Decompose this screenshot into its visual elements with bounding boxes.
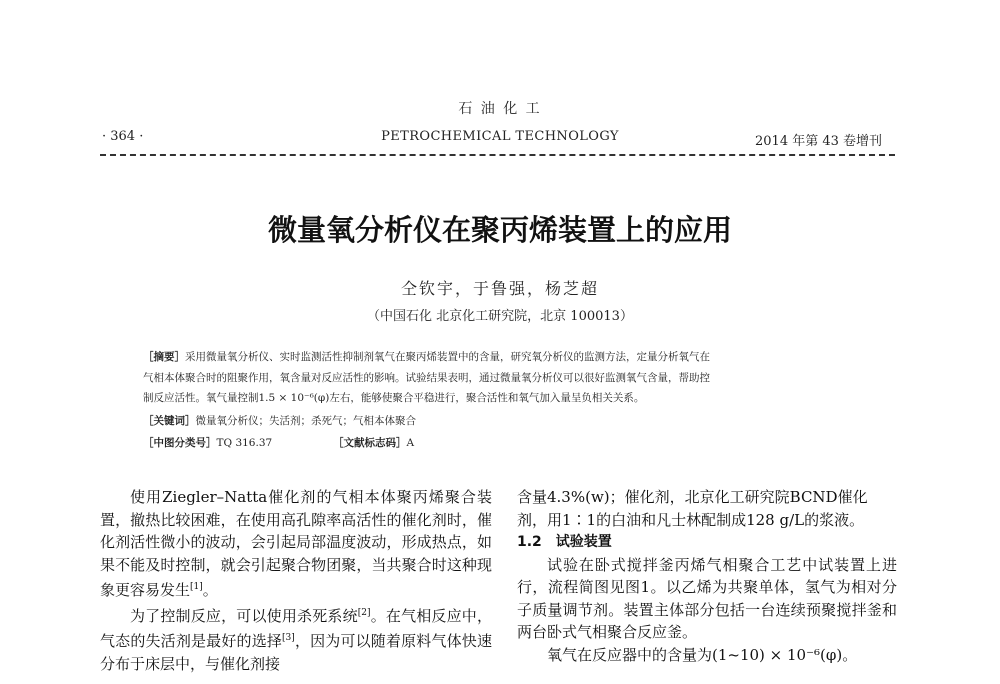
section-heading: 1.2 试验装置 (517, 534, 612, 550)
issue-info: 2014 年第 43 卷增刊 (755, 134, 883, 149)
keywords-text: 微量氧分析仪；失活剂；杀死气；气相本体聚合 (195, 415, 416, 427)
abstract-line: 气相本体聚合时的阻聚作用，氧含量对反应活性的影响。试验结果表明，通过微量氧分析仪可以很好监测氧气含量，帮助控 (143, 372, 710, 384)
clc-label: ［中图分类号］ (143, 437, 217, 449)
header-divider (100, 154, 895, 156)
body-right-column (517, 486, 897, 666)
body-paragraph: 试验在卧式搅拌釜丙烯气相聚合工艺中试装置上进行，流程简图见图1。以乙烯为共聚单体，氢气为相对分子质量调节剂。装置主体部分包括一台连续预聚搅拌釜和两台卧式气相聚合反应釜。 (517, 555, 897, 641)
document-code (333, 436, 414, 450)
citation-ref: [2] (357, 607, 371, 618)
abstract-line (143, 350, 710, 364)
paragraph-text: 为了控制反应，可以使用杀死系统 (130, 606, 358, 625)
body-line: 剂，用1∶1的白油和凡士林配制成128 g/L的浆液。 (517, 510, 865, 529)
keywords-label: ［关键词］ (143, 415, 196, 427)
paragraph-text: ，因为可以随着原料气体快速分布于床层中，与催化剂接 (100, 632, 492, 673)
body-left-column (100, 486, 492, 675)
citation-ref: [3] (282, 633, 295, 643)
affiliation: （中国石化 北京化工研究院，北京 100013） (367, 309, 633, 324)
body-paragraph (100, 602, 492, 676)
body-paragraph (100, 486, 492, 602)
journal-name-english: PETROCHEMICAL TECHNOLOGY (381, 129, 619, 144)
paragraph-text: 。在气相反应中，气态的失活剂是最好的选择 (100, 606, 492, 650)
body-line: 含量4.3%(w)；催化剂，北京化工研究院BCND催化 (517, 488, 868, 506)
authors: 仝钦宇，于鲁强，杨芝超 (400, 279, 599, 298)
abstract-label: ［摘要］ (143, 351, 185, 363)
page-number: · 364 · (102, 129, 144, 144)
paper-title: 微量氧分析仪在聚丙烯装置上的应用 (267, 213, 732, 247)
paragraph-text: 使用Ziegler–Natta催化剂的气相本体聚丙烯聚合装置，撤热比较困难，在使用高孔隙率高活性的催化剂时，催化剂活性微小的波动，会引起局部温度波动，形成热点，如果不能及时控制，就会引起聚合物团聚，当共聚合时这种现象更容易发生 (100, 488, 492, 599)
keywords (143, 414, 416, 428)
doc-code-label: ［文献标志码］ (333, 437, 407, 449)
clc-value: TQ 316.37 (216, 437, 273, 449)
classification (143, 436, 415, 450)
abstract-line: 制反应活性。氧气量控制1.5 × 10⁻⁶(φ)左右，能够使聚合平稳进行，聚合活性和氧气加入量呈负相关关系。 (143, 392, 645, 404)
doc-code-value: A (406, 437, 415, 449)
paragraph-end: 。 (202, 581, 218, 599)
journal-name-chinese: 石 油 化 工 (458, 101, 542, 117)
citation-ref: [1] (190, 582, 203, 592)
abstract-text: 采用微量氧分析仪、实时监测活性抑制剂氧气在聚丙烯装置中的含量，研究氧分析仪的监测方法，定量分析氧气在 (185, 351, 710, 363)
body-paragraph: 氧气在反应器中的含量为(1~10) × 10⁻⁶(φ)。 (547, 645, 858, 664)
